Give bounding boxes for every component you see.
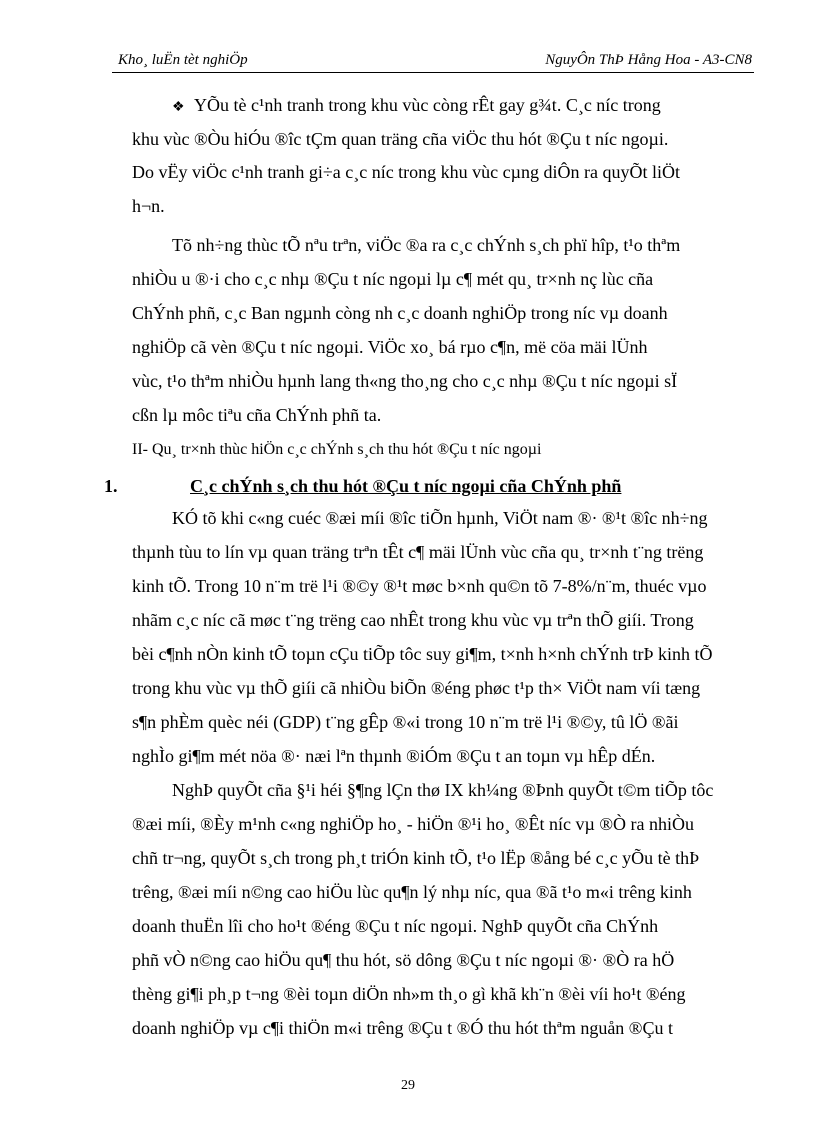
text-line: Tõ nh÷ng thùc tÕ nªu trªn, viÖc ®a ra c¸c chÝnh s¸ch phï hîp, t¹o thªm — [172, 235, 681, 255]
text-line: phñ vÒ n©ng cao hiÖu qu¶ thu hót, sö dông ®Çu t níc ngoµi ®· ®Ò ra hÖ — [132, 950, 675, 970]
header-author: NguyÔn ThÞ Hång Hoa - A3-CN8 — [545, 52, 752, 68]
text-line: bèi c¶nh nÒn kinh tÕ toµn cÇu tiÕp tôc suy gi¶m, t×nh h×nh chÝnh trÞ kinh tÕ — [132, 644, 713, 664]
text-line: khu vùc ®Òu hiÓu ®îc tÇm quan träng cña viÖc thu hót ®Çu t níc ngoµi. — [132, 129, 669, 149]
text-line: KÓ tõ khi c«ng cuéc ®æi míi ®îc tiÕn hµnh, ViÖt nam ®· ®¹t ®îc nh÷ng — [172, 508, 708, 528]
text-line: ®æi míi, ®Èy m¹nh c«ng nghiÖp ho¸ - hiÖn ®¹i ho¸ ®Êt níc vµ ®Ò ra nhiÒu — [132, 814, 694, 834]
text-line: vùc, t¹o thªm nhiÒu hµnh lang th«ng tho¸ng cho c¸c nhµ ®Çu t níc ngoµi sÏ — [132, 371, 678, 391]
text-line: h¬n. — [132, 196, 165, 216]
page-header — [112, 52, 754, 76]
header-rule — [112, 72, 754, 73]
section-heading-text: II- Qu¸ tr×nh thùc hiÖn c¸c chÝnh s¸ch thu hót ®Çu t níc ngoµi — [132, 441, 542, 458]
header-thesis-title: Kho¸ luËn tèt nghiÖp — [118, 52, 248, 68]
text-line: thèng gi¶i ph¸p t¬ng ®èi toµn diÖn nh»m th¸o gì khã kh¨n ®èi víi ho¹t ®éng — [132, 984, 686, 1004]
text-line: trêng, ®æi míi n©ng cao hiÖu lùc qu¶n lý nhµ níc, qua ®ã t¹o m«i trêng kinh — [132, 882, 692, 902]
section-heading — [132, 441, 740, 465]
subsection-heading — [104, 476, 764, 502]
text-line: NghÞ quyÕt cña §¹i héi §¶ng lÇn thø IX kh¼ng ®Þnh quyÕt t©m tiÕp tôc — [172, 780, 714, 800]
paragraph-economic-growth — [132, 508, 740, 778]
text-line: nghiÖp cã vèn ®Çu t níc ngoµi. ViÖc xo¸ bá rµo c¶n, më cöa mäi lÜnh — [132, 337, 648, 357]
text-line: trong khu vùc vµ thÕ giíi cã nhiÒu biÕn ®éng phøc t¹p th× ViÖt nam víi tæng — [132, 678, 701, 698]
paragraph-competition — [132, 95, 740, 225]
text-line: thµnh tùu to lín vµ quan träng trªn tÊt c¶ mäi lÜnh vùc cña qu¸ tr×nh t¨ng trëng — [132, 542, 704, 562]
paragraph-policy-summary — [132, 235, 740, 435]
text-line: doanh thuËn lîi cho ho¹t ®éng ®Çu t níc ngoµi. NghÞ quyÕt cña ChÝnh — [132, 916, 659, 936]
text-line: ChÝnh phñ, c¸c Ban ngµnh còng nh c¸c doanh nghiÖp trong níc vµ doanh — [132, 303, 668, 323]
text-line: s¶n phÈm quèc néi (GDP) t¨ng gÊp ®«i trong 10 n¨m trë l¹i ®©y, tû lÖ ®ãi — [132, 712, 679, 732]
paragraph-party-resolution — [132, 780, 740, 1060]
diamond-bullet-icon: ❖ — [172, 100, 185, 115]
text-line: nghÌo gi¶m mét nöa ®· næi lªn thµnh ®iÓm ®Çu t an toµn vµ hÊp dÉn. — [132, 746, 656, 766]
page-number: 29 — [401, 1078, 415, 1093]
text-line: Do vËy viÖc c¹nh tranh gi÷a c¸c níc trong khu vùc cµng diÔn ra quyÕt liÖt — [132, 162, 681, 182]
text-line: YÕu tè c¹nh tranh trong khu vùc còng rÊt gay g¾t. C¸c níc trong — [194, 95, 661, 115]
text-line: chñ tr¬ng, quyÕt s¸ch trong ph¸t triÓn kinh tÕ, t¹o lËp ®ång bé c¸c yÕu tè thÞ — [132, 848, 700, 868]
text-line: nhiÒu u ®·i cho c¸c nhµ ®Çu t níc ngoµi lµ c¶ mét qu¸ tr×nh nç lùc cña — [132, 269, 654, 289]
text-line: cßn lµ môc tiªu cña ChÝnh phñ ta. — [132, 405, 382, 425]
subsection-number: 1. — [104, 476, 118, 496]
text-line: doanh nghiÖp vµ c¶i thiÖn m«i trêng ®Çu t ®Ó thu hót thªm nguån ®Çu t — [132, 1018, 673, 1038]
text-line: nhãm c¸c níc cã møc t¨ng trëng cao nhÊt trong khu vùc vµ trªn thÕ giíi. Trong — [132, 610, 694, 630]
subsection-title: C¸c chÝnh s¸ch thu hót ®Çu t níc ngoµi cña ChÝnh phñ — [190, 476, 622, 496]
text-line: kinh tÕ. Trong 10 n¨m trë l¹i ®©y ®¹t møc b×nh qu©n tõ 7-8%/n¨m, thuéc vµo — [132, 576, 707, 596]
